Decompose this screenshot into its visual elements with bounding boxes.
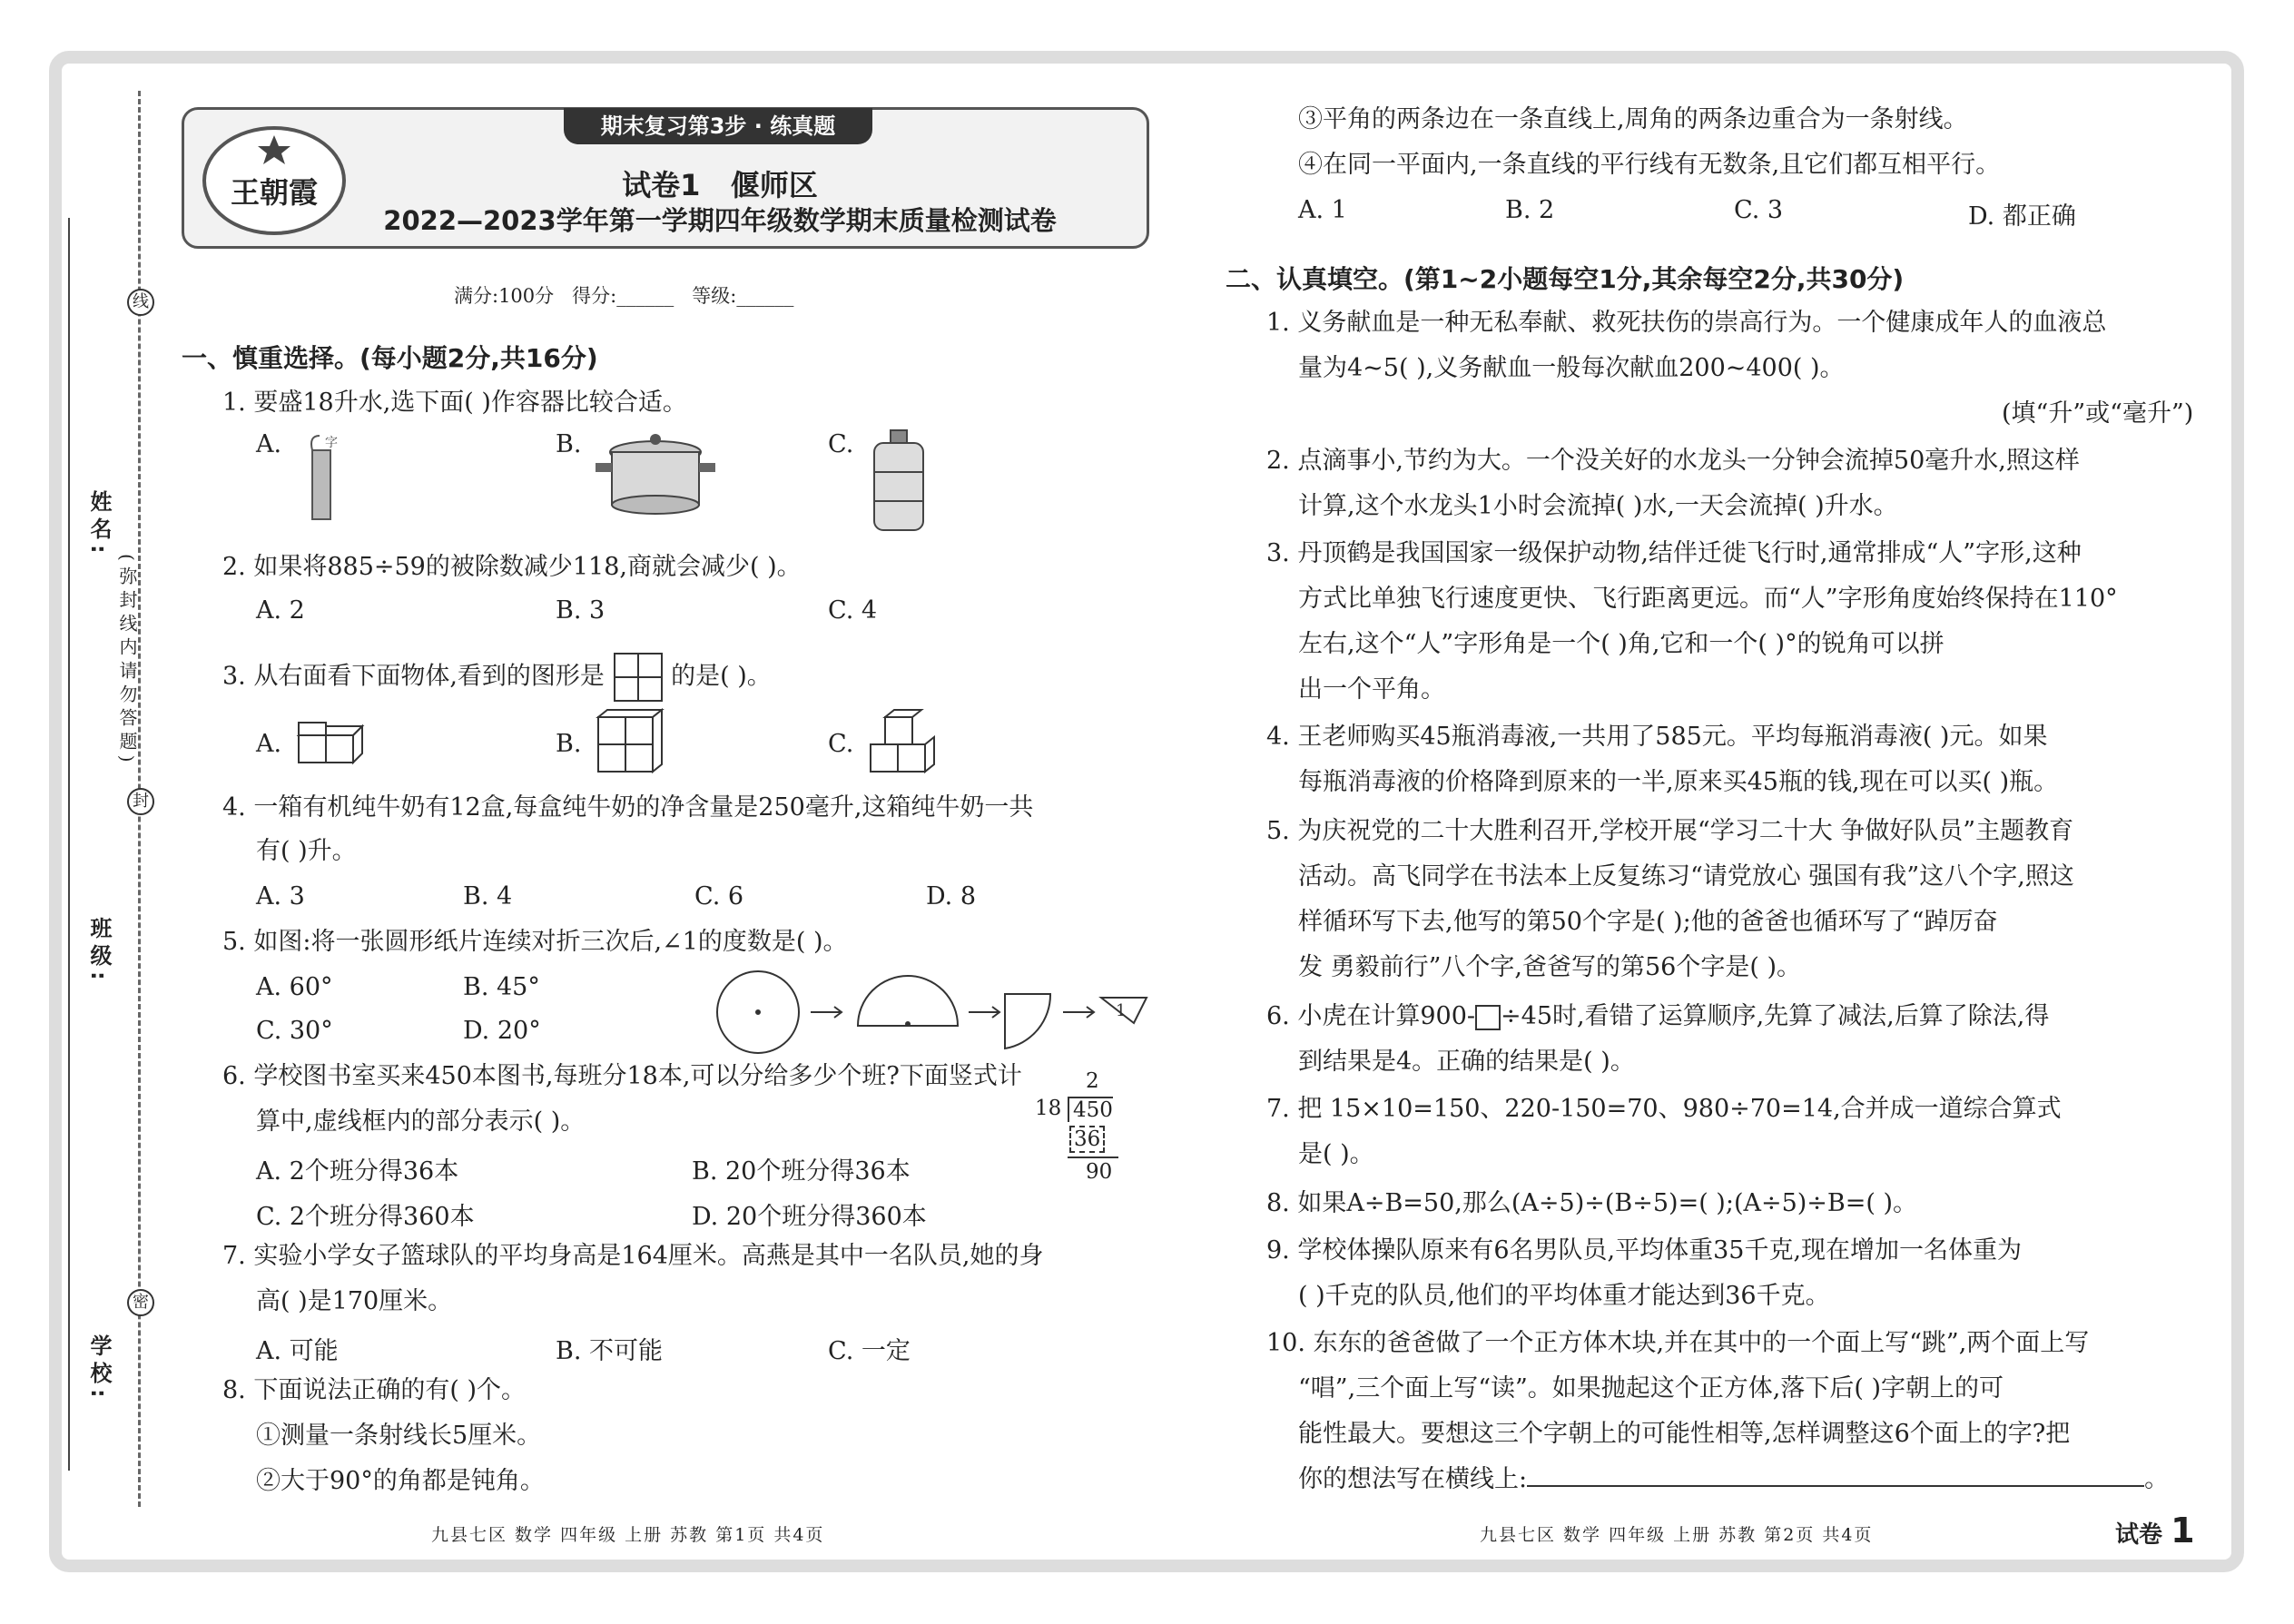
q8-option-d: D. 都正确 [1968,202,2076,231]
q4-option-c: C. 6 [694,882,744,910]
class-label: 班级: [86,917,112,986]
f10-line4 [1298,1462,2169,1498]
badge-number: 1 [2171,1511,2195,1550]
q6-line2: 算中,虚线框内的部分表示( )。 [256,1107,586,1136]
q2-option-c: C. 4 [828,596,878,625]
long-division [1035,1069,1126,1224]
q2-option-a: A. 2 [256,596,305,625]
f9-line1: 9. 学校体操队原来有6名男队员,平均体重35千克,现在增加一名体重为 [1266,1236,2023,1265]
f10-line1: 10. 东东的爸爸做了一个正方体木块,并在其中的一个面上写“跳”,两个面上写 [1266,1329,2090,1357]
f3-line1: 3. 丹顶鹤是我国国家一级保护动物,结伴迁徙飞行时,通常排成“人”字形,这种 [1266,539,2082,567]
f5-line1: 5. 为庆祝党的二十大胜利召开,学校开展“学习二十大 争做好队员”主题教育 [1266,817,2074,845]
name-label: 姓名: [86,490,112,559]
f6-line1 [1266,999,2049,1035]
q1-option-a: A. [256,430,282,458]
q1-text: 1. 要盛18升水,选下面( )作容器比较合适。 [222,389,687,417]
cubes-c-icon [867,708,940,775]
q3-option-b: B. [556,730,582,758]
f7-line1: 7. 把 15×10=150、220-150=70、980÷70=14,合并成一道综合算式 [1266,1095,2062,1123]
division-dividend: 450 [1068,1097,1113,1122]
q6-option-a: A. 2个班分得36本 [256,1157,459,1186]
f6-line2: 到结果是4。正确的结果是( )。 [1298,1048,1635,1076]
paper-folding-diagram [713,967,1148,1067]
q4-option-d: D. 8 [926,882,977,910]
f2-line2: 计算,这个水龙头1小时会流掉( )水,一天会流掉( )升水。 [1298,492,1898,520]
footer-left: 九县七区 数学 四年级 上册 苏教 第1页 共4页 [431,1525,825,1545]
binding-solid-line [68,218,70,1471]
q3-option-c: C. [828,730,854,758]
q8-statement-1: ①测量一条射线长5厘米。 [256,1422,542,1450]
division-remainder: 90 [1086,1160,1113,1184]
q6-option-c: C. 2个班分得360本 [256,1203,475,1231]
q8-option-b: B. 2 [1505,196,1555,224]
division-quotient: 2 [1086,1069,1099,1093]
q7-option-b: B. 不可能 [556,1337,664,1365]
q5-option-d: D. 20° [463,1017,541,1045]
paper-badge [2115,1511,2195,1550]
score-line: 满分:100分 得分:______ 等级:______ [454,285,794,307]
footer-right: 九县七区 数学 四年级 上册 苏教 第2页 共4页 [1480,1525,1874,1545]
q5-option-a: A. 60° [256,973,333,1001]
f2-line1: 2. 点滴事小,节约为大。一个没关好的水龙头一分钟会流掉50毫升水,照这样 [1266,447,2080,475]
logo-text: 王朝霞 [230,175,318,210]
q8-text: 8. 下面说法正确的有( )个。 [222,1376,526,1404]
f10-line4-text: 你的想法写在横线上: [1298,1465,1528,1493]
seal-mark-seal: 封 [127,788,154,815]
q3-text [222,652,772,703]
division-product-box: 36 [1069,1126,1105,1153]
f10-line4-end: 。 [2144,1465,2170,1493]
q4-option-a: A. 3 [256,882,305,910]
q1-option-b: B. [556,430,582,458]
f10-line3: 能性最大。要想这三个字朝上的可能性相等,怎样调整这6个面上的字?把 [1298,1420,2071,1448]
f6-line1-post: ÷45时,看错了运算顺序,先算了减法,后算了除法,得 [1501,1002,2050,1030]
f6-line1-pre: 6. 小虎在计算900- [1266,1002,1476,1030]
q8-statement-3: ③平角的两条边在一条直线上,周角的两条边重合为一条射线。 [1298,105,1968,133]
q2-text: 2. 如果将885÷59的被除数减少118,商就会减少( )。 [222,553,802,581]
q8-option-a: A. 1 [1298,196,1347,224]
f5-line3: 样循环写下去,他写的第50个字是( );他的爸爸也循环写了“踔厉奋 [1298,908,1998,936]
q8-statement-4: ④在同一平面内,一条直线的平行线有无数条,且它们都互相平行。 [1298,151,2001,179]
cubes-b-icon [595,708,667,775]
f3-line4: 出一个平角。 [1298,675,1445,704]
cubes-a-icon [295,714,368,772]
q4-option-b: B. 4 [463,882,513,910]
svg-text:1: 1 [1116,1001,1127,1020]
division-divisor: 18 [1035,1097,1062,1120]
school-label: 学校: [86,1334,112,1403]
f10-line2: “唱”,三个面上写“读”。如果抛起这个正方体,落下后( )字朝上的可 [1298,1374,2004,1403]
q1-option-c: C. [828,430,854,458]
q3-text-pre: 3. 从右面看下面物体,看到的图形是 [222,662,605,691]
f4-line1: 4. 王老师购买45瓶消毒液,一共用了585元。平均每瓶消毒液( )元。如果 [1266,723,2048,751]
section1-heading: 一、慎重选择。(每小题2分,共16分) [182,343,598,373]
q6-option-d: D. 20个班分得360本 [692,1203,927,1231]
f5-line2: 活动。高飞同学在书法本上反复练习“请党放心 强国有我”这八个字,照这 [1298,862,2074,891]
svg-text:字: 字 [325,436,338,450]
header-tab: 期末复习第3步 · 练真题 [564,108,872,144]
f8-line1: 8. 如果A÷B=50,那么(A÷5)÷(B÷5)=( );(A÷5)÷B=( )。 [1266,1189,1918,1217]
seal-notice: (弥封线内请勿答题) [116,554,138,768]
f3-line3: 左右,这个“人”字形角是一个( )角,它和一个( )°的锐角可以拼 [1298,630,1944,658]
q4-line2: 有( )升。 [256,837,357,865]
f6-blank-box [1475,1005,1501,1030]
paper-title: 试卷1 偃师区 [622,168,818,202]
header-banner [182,107,1149,249]
grid-view-icon [613,652,664,703]
q5-option-b: B. 45° [463,973,540,1001]
q3-option-a: A. [256,730,282,758]
f9-line2: ( )千克的队员,他们的平均体重才能达到36千克。 [1298,1282,1830,1310]
f1-hint: (填“升”或“毫升”) [2002,399,2194,428]
f1-line2: 量为4~5( ),义务献血一般每次献血200~400( )。 [1298,354,1845,382]
seal-mark-line: 线 [127,289,154,316]
q8-statement-2: ②大于90°的角都是钝角。 [256,1467,545,1495]
q2-option-b: B. 3 [556,596,605,625]
seal-mark-secret: 密 [127,1289,154,1316]
badge-label: 试卷 [2115,1521,2163,1549]
f10-answer-line[interactable] [1527,1485,2144,1487]
f7-line2: 是( )。 [1298,1140,1374,1168]
q7-option-c: C. 一定 [828,1337,911,1365]
q7-option-a: A. 可能 [256,1337,339,1365]
f5-line4: 发 勇毅前行”八个字,爸爸写的第56个字是( )。 [1298,953,1801,981]
f3-line2: 方式比单独飞行速度更快、飞行距离更远。而“人”字形角度始终保持在110° [1298,585,2118,613]
q7-line1: 7. 实验小学女子篮球队的平均身高是164厘米。高燕是其中一名队员,她的身 [222,1242,1044,1270]
f1-line1: 1. 义务献血是一种无私奉献、救死扶伤的崇高行为。一个健康成年人的血液总 [1266,309,2107,337]
q5-text: 5. 如图:将一张圆形纸片连续对折三次后,∠1的度数是( )。 [222,928,848,956]
division-rule [1068,1156,1118,1158]
q4-line1: 4. 一箱有机纯牛奶有12盒,每盒纯牛奶的净含量是250毫升,这箱纯牛奶一共 [222,793,1034,822]
q8-option-c: C. 3 [1734,196,1784,224]
q6-line1: 6. 学校图书室买来450本图书,每班分18本,可以分给多少个班?下面竖式计 [222,1062,1022,1090]
cup-icon [300,432,345,523]
section2-heading: 二、认真填空。(第1~2小题每空1分,其余每空2分,共30分) [1226,264,1905,294]
q3-text-post: 的是( )。 [671,662,772,691]
water-jug-icon [867,427,930,536]
pot-icon [592,427,719,517]
f4-line2: 每瓶消毒液的价格降到原来的一半,原来买45瓶的钱,现在可以买( )瓶。 [1298,768,2059,796]
paper-subtitle: 2022—2023学年第一学期四年级数学期末质量检测试卷 [383,205,1057,236]
q7-line2: 高( )是170厘米。 [256,1287,453,1315]
q5-option-c: C. 30° [256,1017,333,1045]
q6-option-b: B. 20个班分得36本 [692,1157,911,1186]
